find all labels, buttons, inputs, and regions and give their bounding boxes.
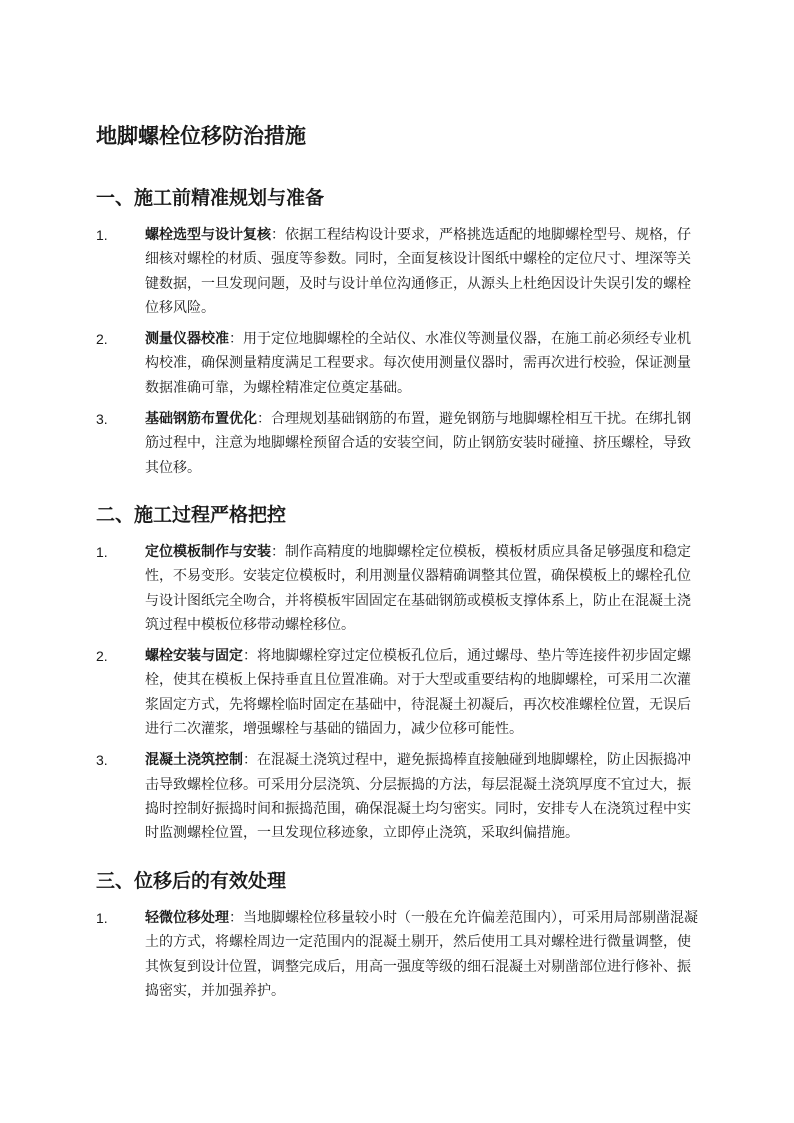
item-term: 测量仪器校准 <box>145 331 229 348</box>
item-number: 2. <box>96 331 108 348</box>
section-construction-control <box>96 500 700 853</box>
list-item <box>96 644 700 741</box>
document-title: 地脚螺栓位移防治措施 <box>96 124 306 148</box>
numbered-list <box>96 223 700 480</box>
item-text: ：当地脚螺栓位移量较小时（一般在允许偏差范围内），可采用局部剔凿混凝土的方式，将螺栓周边一定范围内的混凝土剔开，然后使用工具对螺栓进行微量调整，使其恢复到设计位置，调整完成后，用高一强度等级的细石混凝土对剔凿部位进行修补、振捣密实，并加强养护。 <box>145 910 698 999</box>
item-text: ：制作高精度的地脚螺栓定位模板，模板材质应具备足够强度和稳定性，不易变形。安装定位模板时，利用测量仪器精确调整其位置，确保模板上的螺栓孔位与设计图纸完全吻合，并将模板牢固固定在基础钢筋或模板支撑体系上，防止在混凝土浇筑过程中模板位移带动螺栓移位。 <box>145 544 691 633</box>
item-text: ：将地脚螺栓穿过定位模板孔位后，通过螺母、垫片等连接件初步固定螺栓，使其在模板上保持垂直且位置准确。对于大型或重要结构的地脚螺栓，可采用二次灌浆固定方式，先将螺栓临时固定在基础中，待混凝土初凝后，再次校准螺栓位置，无误后进行二次灌浆，增强螺栓与基础的锚固力，减少位移可能性。 <box>145 648 691 738</box>
item-term: 螺栓选型与设计复核 <box>145 227 271 243</box>
list-item <box>96 748 700 845</box>
item-number: 2. <box>96 648 108 665</box>
section-heading: 三、位移后的有效处理 <box>96 870 287 892</box>
item-text: ：合理规划基础钢筋的布置，避免钢筋与地脚螺栓相互干扰。在绑扎钢筋过程中，注意为地脚螺栓预留合适的安装空间，防止钢筋安装时碰撞、挤压螺栓，导致其位移。 <box>145 411 691 476</box>
list-item <box>96 906 700 1003</box>
item-text: ：在混凝土浇筑过程中，避免振捣棒直接触碰到地脚螺栓，防止因振捣冲击导致螺栓位移。可采用分层浇筑、分层振捣的方法，每层混凝土浇筑厚度不宜过大，振捣时控制好振捣时间和振捣范围，确保混凝土均匀密实。同时，安排专人在浇筑过程中实时监测螺栓位置，一旦发现位移迹象，立即停止浇筑，采取纠偏措施。 <box>145 752 691 842</box>
section-heading: 一、施工前精准规划与准备 <box>96 187 325 209</box>
list-item <box>96 407 700 480</box>
list-item <box>96 223 700 320</box>
item-term: 基础钢筋布置优化 <box>145 411 257 428</box>
item-number: 3. <box>96 752 108 769</box>
item-number: 1. <box>96 544 108 560</box>
item-text: ：用于定位地脚螺栓的全站仪、水准仪等测量仪器，在施工前必须经专业机构校准，确保测量精度满足工程要求。每次使用测量仪器时，需再次进行校验，保证测量数据准确可靠，为螺栓精准定位奠定基础。 <box>145 331 691 396</box>
item-text: ：依据工程结构设计要求，严格挑选适配的地脚螺栓型号、规格，仔细核对螺栓的材质、强度等参数。同时，全面复核设计图纸中螺栓的定位尺寸、埋深等关键数据，一旦发现问题，及时与设计单位沟通修正，从源头上杜绝因设计失误引发的螺栓位移风险。 <box>145 227 691 316</box>
numbered-list <box>96 540 700 846</box>
list-item <box>96 327 700 400</box>
item-term: 螺栓安装与固定 <box>145 648 243 665</box>
item-term: 轻微位移处理 <box>145 910 229 926</box>
item-number: 1. <box>96 910 108 926</box>
numbered-list <box>96 906 700 1003</box>
section-remediation <box>96 866 700 1010</box>
item-number: 1. <box>96 227 108 243</box>
item-term: 定位模板制作与安装 <box>145 544 271 560</box>
section-preparation <box>96 183 700 487</box>
item-number: 3. <box>96 411 108 428</box>
item-term: 混凝土浇筑控制 <box>145 752 243 769</box>
section-heading: 二、施工过程严格把控 <box>96 504 287 526</box>
list-item <box>96 540 700 637</box>
